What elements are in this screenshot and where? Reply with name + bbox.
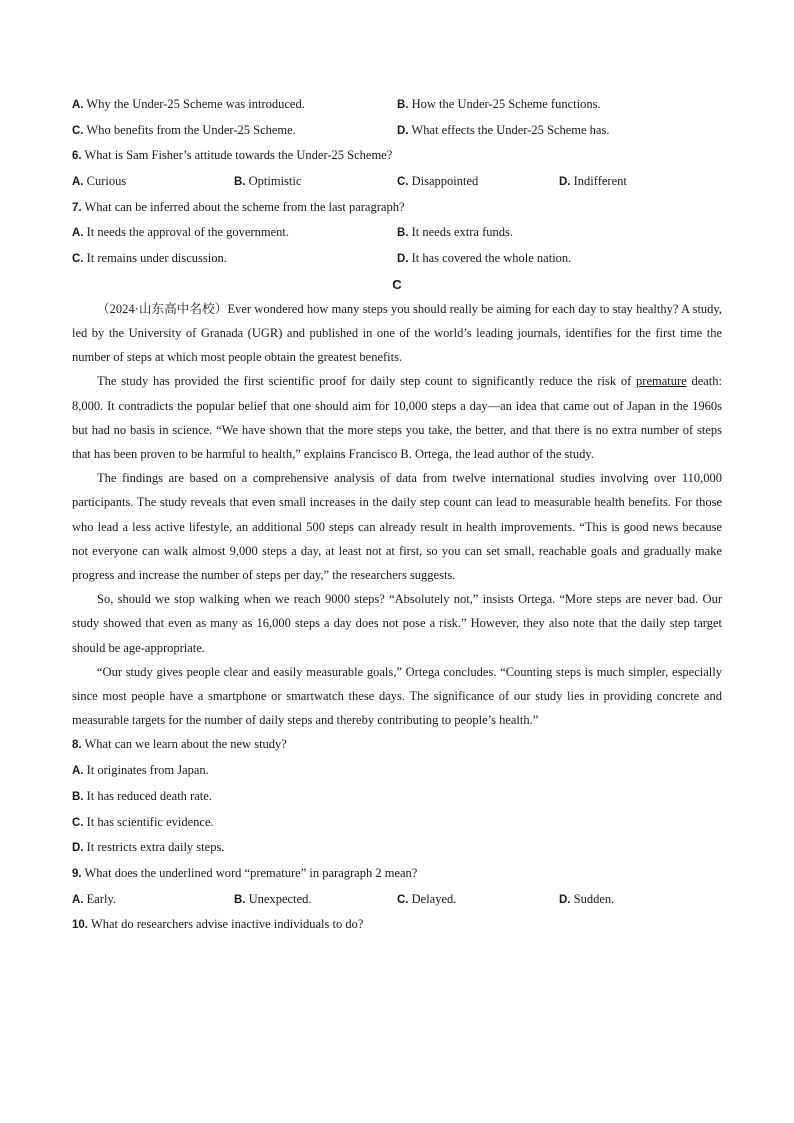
q8-option-d: D. It restricts extra daily steps. [72,840,225,855]
q5-options-row-2 [72,118,722,144]
q7-option-a: A. It needs the approval of the government. [72,225,289,240]
q5-option-c: C. Who benefits from the Under-25 Scheme. [72,122,296,137]
q7-option-b: B. It needs extra funds. [397,225,513,240]
q6-option-a: A. Curious [72,174,127,189]
q7-options-row-2 [72,246,722,272]
q7-question: 7. What can be inferred about the scheme from the last paragraph? [72,199,405,214]
q9-option-c: C. Delayed. [397,891,457,906]
q6-options [72,169,722,195]
section-title: C [392,276,402,292]
exam-page [72,92,722,938]
q8-option-c: C. It has scientific evidence. [72,814,214,829]
q9-option-a: A. Early. [72,891,117,906]
q9-option-b: B. Unexpected. [234,891,312,906]
q6-option-b: B. Optimistic [234,174,302,189]
q8-question: 8. What can we learn about the new study? [72,737,287,752]
q6-option-d: D. Indifferent [559,174,627,189]
q10-question: 10. What do researchers advise inactive individuals to do? [72,917,364,932]
q9-options [72,887,722,913]
q5-option-b: B. How the Under-25 Scheme functions. [397,97,601,111]
q8-option-a: A. It originates from Japan. [72,763,209,778]
q8-option-b: B. It has reduced death rate. [72,788,212,803]
q5-option-d: D. What effects the Under-25 Scheme has. [397,122,610,137]
q7-option-d: D. It has covered the whole nation. [397,251,572,266]
q5-options-row-1 [72,92,722,118]
q9-question: 9. What does the underlined word “premature” in paragraph 2 mean? [72,865,418,880]
passage-paragraph-5: “Our study gives people clear and easily measurable goals,” Ortega concludes. “Counting steps is much simpler, especially since most people have a smartphone or smartwatch these days. The significance of our study lies in providing concrete and measurable targets for the number of daily steps and thereby contributing to people’s health.” [72,664,722,728]
underlined-word: premature [636,374,687,389]
passage-paragraph-3: The findings are based on a comprehensive analysis of data from twelve international studies involving over 110,000 participants. The study reveals that even small increases in the daily step count can lead to measurable health benefits. For those who lead a less active lifestyle, an additional 500 steps can already result in health improvements. “This is good news because not everyone can walk almost 9,000 steps a day, at least not at first, so you can set small, reachable goals and gradually make progress and increase the number of steps per day,” the researchers suggests. [72,471,722,583]
q5-option-a: A. Why the Under-25 Scheme was introduced. [72,97,305,111]
q7-option-c: C. It remains under discussion. [72,251,227,266]
q6-option-c: C. Disappointed [397,174,479,189]
passage-paragraph-1: （2024·山东高中名校）Ever wondered how many steps you should really be aiming for each day to stay healthy? A study, led by the University of Granada (UGR) and published in one of the world’s leading journals, identifies for the first time the number of steps at which most people obtain the greatest benefits. [72,301,722,365]
q9-option-d: D. Sudden. [559,891,615,906]
passage-paragraph-4: So, should we stop walking when we reach 9000 steps? “Absolutely not,” insists Ortega. “More steps are never bad. Our study showed that even as many as 16,000 steps a day does not pose a risk.” However, they also note that the daily step target should be age-appropriate. [72,592,722,655]
q7-options-row-1 [72,220,722,246]
q6-question: 6. What is Sam Fisher’s attitude towards the Under-25 Scheme? [72,148,393,163]
passage-paragraph-2: The study has provided the first scientific proof for daily step count to significantly reduce the risk of premature death: 8,000. It contradicts the popular belief that one should aim for 10,000 steps a day—an idea that came out of Japan in the 1960s but had no basis in science. “We have shown that the more steps you take, the better, and that there is no extra number of steps that has been proven to be harmful to health,” explains Francisco B. Ortega, the lead author of the study. [72,374,723,462]
